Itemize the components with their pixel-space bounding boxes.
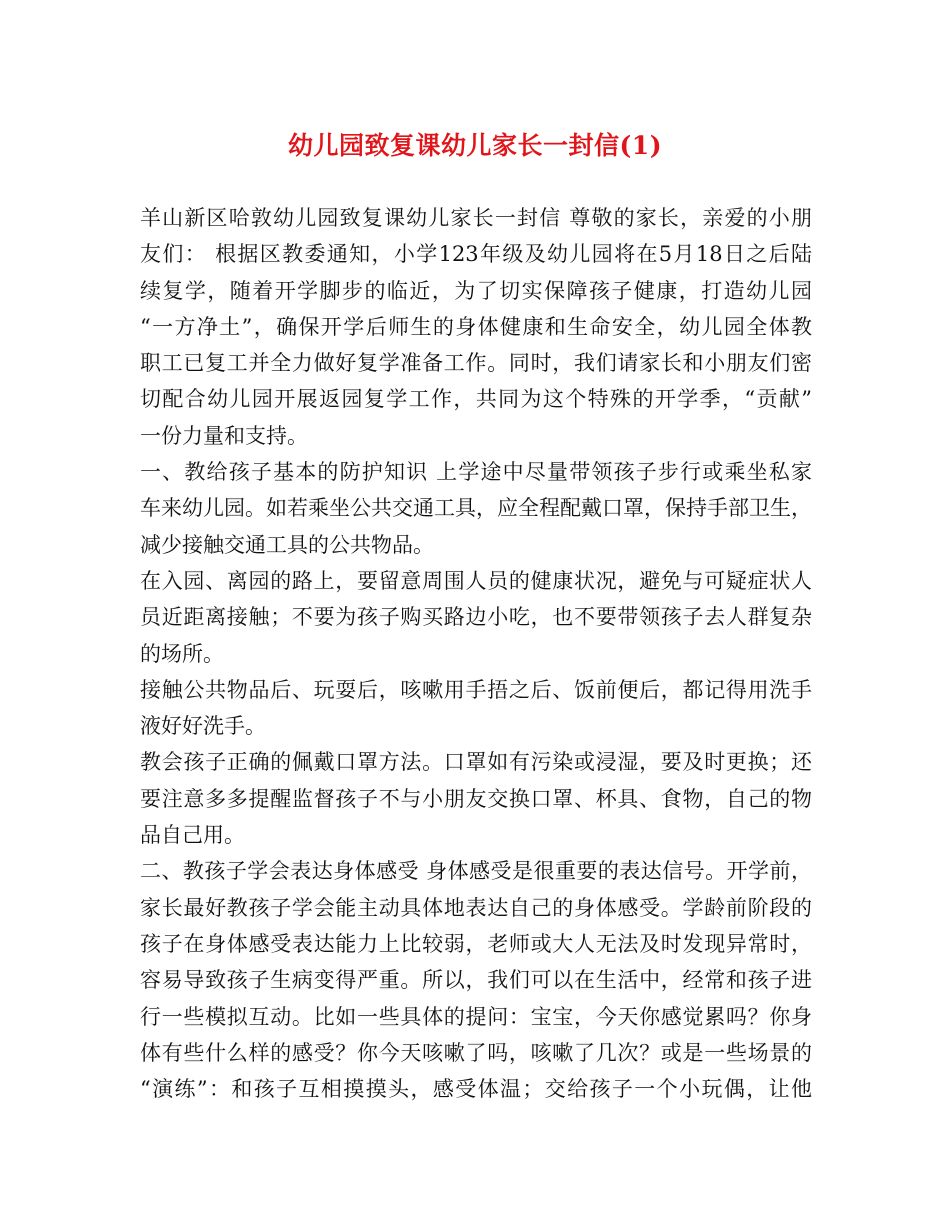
body-text-line: 品自己用。: [140, 823, 245, 848]
body-text-line: 孩子在身体感受表达能力上比较弱，老师或大人无法及时发现异常时，: [140, 931, 812, 956]
body-text-line: 羊山新区哈敦幼儿园致复课幼儿家长一封信 尊敬的家长，亲爱的小朋: [140, 206, 812, 230]
body-text-line: 切配合幼儿园开展返园复学工作，共同为这个特殊的开学季，“贡献”: [140, 387, 812, 412]
document-title: 幼儿园致复课幼儿家长一封信(1): [287, 131, 663, 160]
body-text-line: 教会孩子正确的佩戴口罩方法。口罩如有污染或浸湿，要及时更换；还: [140, 750, 812, 775]
body-text-line: 职工已复工并全力做好复学准备工作。同时，我们请家长和小朋友们密: [140, 351, 812, 376]
body-text-line: 减少接触交通工具的公共物品。: [140, 532, 434, 557]
body-text-line: 液好好洗手。: [140, 714, 266, 739]
body-text-line: 一份力量和支持。: [140, 423, 308, 448]
body-text-line: “演练”：和孩子互相摸摸头，感受体温；交给孩子一个小玩偶，让他: [140, 1077, 812, 1102]
body-text-line: 行一些模拟互动。比如一些具体的提问：宝宝，今天你感觉累吗？你身: [140, 1004, 812, 1029]
body-text-line: 接触公共物品后、玩耍后，咳嗽用手捂之后、饭前便后，都记得用洗手: [140, 677, 812, 702]
body-text-line: 车来幼儿园。如若乘坐公共交通工具，应全程配戴口罩，保持手部卫生，: [140, 496, 812, 521]
body-text-line: 续复学，随着开学脚步的临近，为了切实保障孩子健康，打造幼儿园: [140, 278, 812, 303]
body-text-line: 家长最好教孩子学会能主动具体地表达自己的身体感受。学龄前阶段的: [140, 895, 812, 920]
body-text-line: 友们： 根据区教委通知，小学123年级及幼儿园将在5月18日之后陆: [140, 242, 812, 267]
body-text-line: “一方净土”，确保开学后师生的身体健康和生命安全，幼儿园全体教: [140, 314, 812, 339]
body-text-line: 的场所。: [140, 641, 224, 666]
body-text-line: 员近距离接触；不要为孩子购买路边小吃，也不要带领孩子去人群复杂: [140, 605, 812, 630]
body-text-line: 体有些什么样的感受？你今天咳嗽了吗，咳嗽了几次？或是一些场景的: [140, 1040, 812, 1065]
document-body: [140, 200, 812, 1107]
body-text-line: 容易导致孩子生病变得严重。所以，我们可以在生活中，经常和孩子进: [140, 968, 812, 993]
body-text-line: 一、教给孩子基本的防护知识 上学途中尽量带领孩子步行或乘坐私家: [140, 460, 812, 485]
body-text-line: 二、教孩子学会表达身体感受 身体感受是很重要的表达信号。开学前，: [140, 859, 812, 884]
body-text-line: 要注意多多提醒监督孩子不与小朋友交换口罩、杯具、食物，自己的物: [140, 786, 812, 811]
body-text-line: 在入园、离园的路上，要留意周围人员的健康状况，避免与可疑症状人: [140, 568, 812, 593]
